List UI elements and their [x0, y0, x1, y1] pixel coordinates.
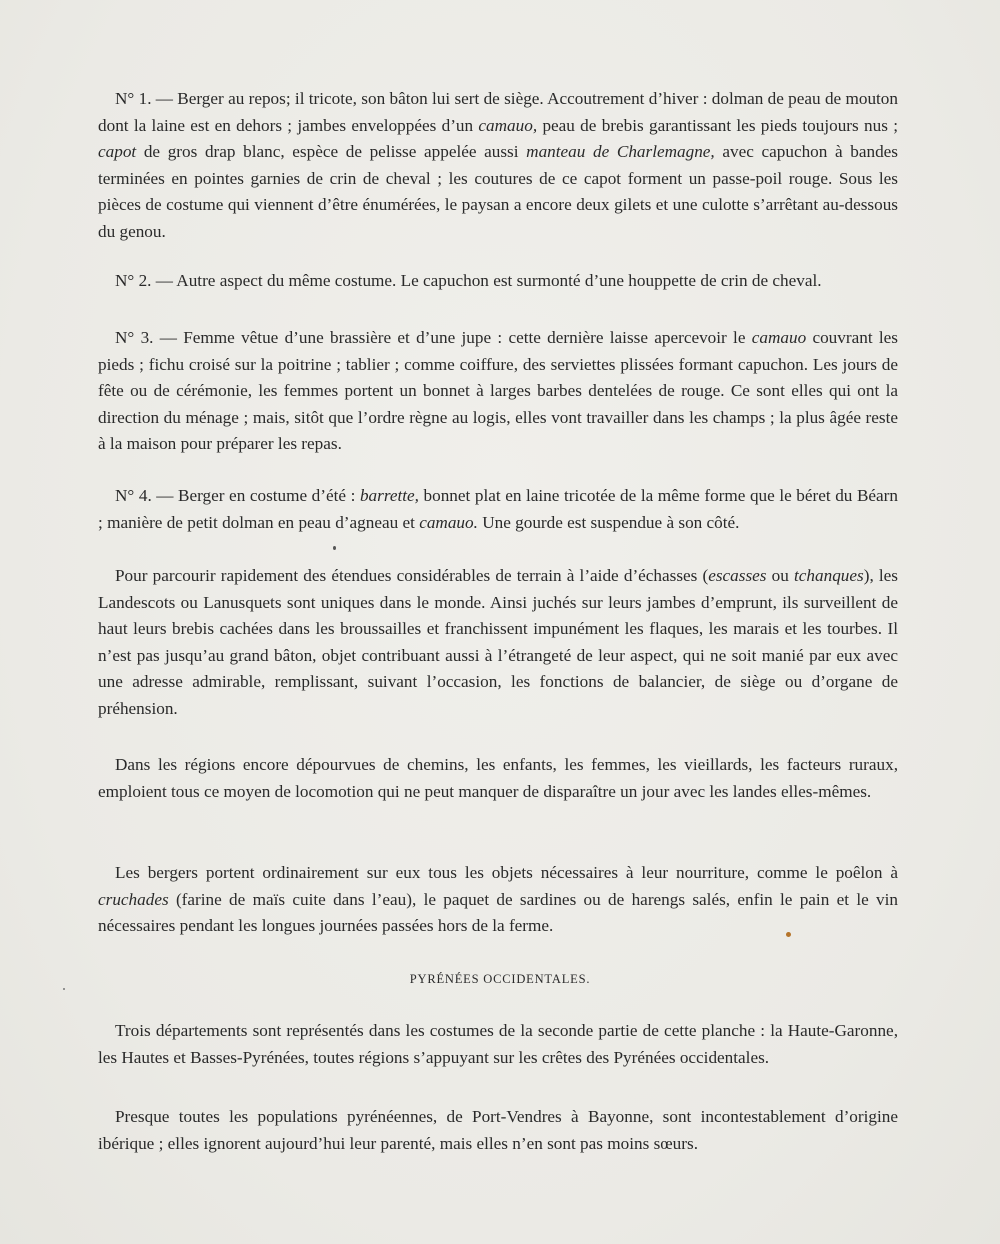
text-segment: N° 1. — Berger au repos; il tricote, son bâton lui sert de siège. Accoutrement d’hiver : dolman de peau de mouton dont la laine est en dehors ; jambes enveloppées d’un	[98, 89, 898, 135]
italic-term: tchanques	[794, 566, 864, 585]
text-segment: de gros drap blanc, espèce de pelisse appelée aussi	[136, 142, 527, 162]
paragraph-stilts	[98, 563, 898, 723]
paragraph-shepherds	[98, 860, 898, 940]
paragraph-no1	[98, 86, 898, 246]
text-segment: N° 3. — Femme vêtue d’une brassière et d’une jupe : cette dernière laisse apercevoir le	[115, 328, 752, 347]
italic-term: barrette,	[359, 486, 419, 505]
italic-term: camauo,	[478, 115, 538, 135]
italic-term: camauo.	[419, 512, 478, 532]
section-heading: PYRÉNÉES OCCIDENTALES.	[409, 972, 591, 986]
paragraph-populations	[98, 1104, 898, 1157]
text-segment: ou	[766, 566, 795, 585]
text-segment: N° 4. — Berger en costume d’été :	[115, 486, 360, 505]
text-segment: (farine de maïs cuite dans l’eau), le paquet de sardines ou de harengs salés, enfin le pain et le vin nécessaires pendant les longues journées passées hors de la ferme.	[98, 889, 898, 936]
paragraph-departments	[98, 1018, 898, 1071]
text-segment: Une gourde est suspendue à son côté.	[477, 512, 740, 532]
text-segment: N° 2. — Autre aspect du même costume. Le capuchon est surmonté d’une houppette de crin de cheval.	[115, 271, 822, 290]
paper-speck	[786, 932, 791, 937]
paragraph-regions	[98, 752, 898, 805]
paper-speck	[333, 546, 336, 550]
text-segment: Trois départements sont représentés dans les costumes de la seconde partie de cette planche : la Haute-Garonne, les Hautes et Basses-Pyrénées, toutes régions s’appuyant sur les crêtes des Pyrénées occidentales.	[98, 1021, 898, 1067]
text-segment: couvrant les pieds ; fichu croisé sur la poitrine ; tablier ; comme coiffure, des serviettes plissées formant capuchon. Les jours de fête ou de cérémonie, les femmes portent un bonnet à larges barbes dentelées de rouge. Ce sont elles qui ont la direction du ménage ; mais, sitôt que l’ordre règne au logis, elles vont travailler dans les champs ; la plus âgée reste à la maison pour préparer les repas.	[98, 328, 898, 454]
text-segment: Dans les régions encore dépourvues de chemins, les enfants, les femmes, les vieillards, les facteurs ruraux, emploient tous ce moyen de locomotion qui ne peut manquer de disparaître un jour avec les landes elles-mêmes.	[98, 755, 898, 801]
text-segment: Les bergers portent ordinairement sur eux tous les objets nécessaires à leur nourriture, comme le poêlon à	[115, 863, 898, 882]
italic-term: escasses	[708, 566, 767, 585]
text-segment: avec capuchon à bandes terminées en pointes garnies de crin de cheval ; les coutures de ce capot forment un passe-poil rouge. Sous les pièces de costume qui viennent d’être énumérées, le paysan a encore deux gilets et une culotte s’arrêtant au-dessous du genou.	[98, 142, 898, 241]
italic-term: capot	[98, 142, 137, 162]
italic-term: cruchades	[98, 889, 169, 909]
text-segment: ), les Landescots ou Lanusquets sont uniques dans le monde. Ainsi juchés sur leurs jambes d’emprunt, ils surveillent de haut leurs brebis cachées dans les broussailles et franchissent impunément les flaques, les marais et les tourbes. Il n’est pas jusqu’au grand bâton, objet contribuant aussi à l’étrangeté de leur aspect, qui ne soit manié par eux avec une adresse admirable, remplissant, suivant l’occasion, les fonctions de balancier, de siège ou d’organe de préhension.	[98, 566, 898, 718]
text-segment: bonnet plat en laine tricotée de la même forme que le béret du Béarn ; manière de petit dolman en peau d’agneau et	[98, 486, 898, 532]
paragraph-no3	[98, 325, 898, 458]
italic-term: camauo	[751, 328, 807, 347]
text-segment: Presque toutes les populations pyrénéennes, de Port-Vendres à Bayonne, sont incontestablement d’origine ibérique ; elles ignorent aujourd’hui leur parenté, mais elles n’en sont pas moins sœurs.	[98, 1107, 898, 1153]
paper-speck	[63, 988, 65, 990]
text-segment: Pour parcourir rapidement des étendues considérables de terrain à l’aide d’échasses (	[115, 566, 709, 585]
paragraph-no2	[98, 268, 898, 295]
paragraph-no4	[98, 483, 898, 536]
text-segment: peau de brebis garantissant les pieds toujours nus ;	[537, 115, 898, 135]
italic-term: manteau de Charlemagne,	[526, 142, 715, 162]
